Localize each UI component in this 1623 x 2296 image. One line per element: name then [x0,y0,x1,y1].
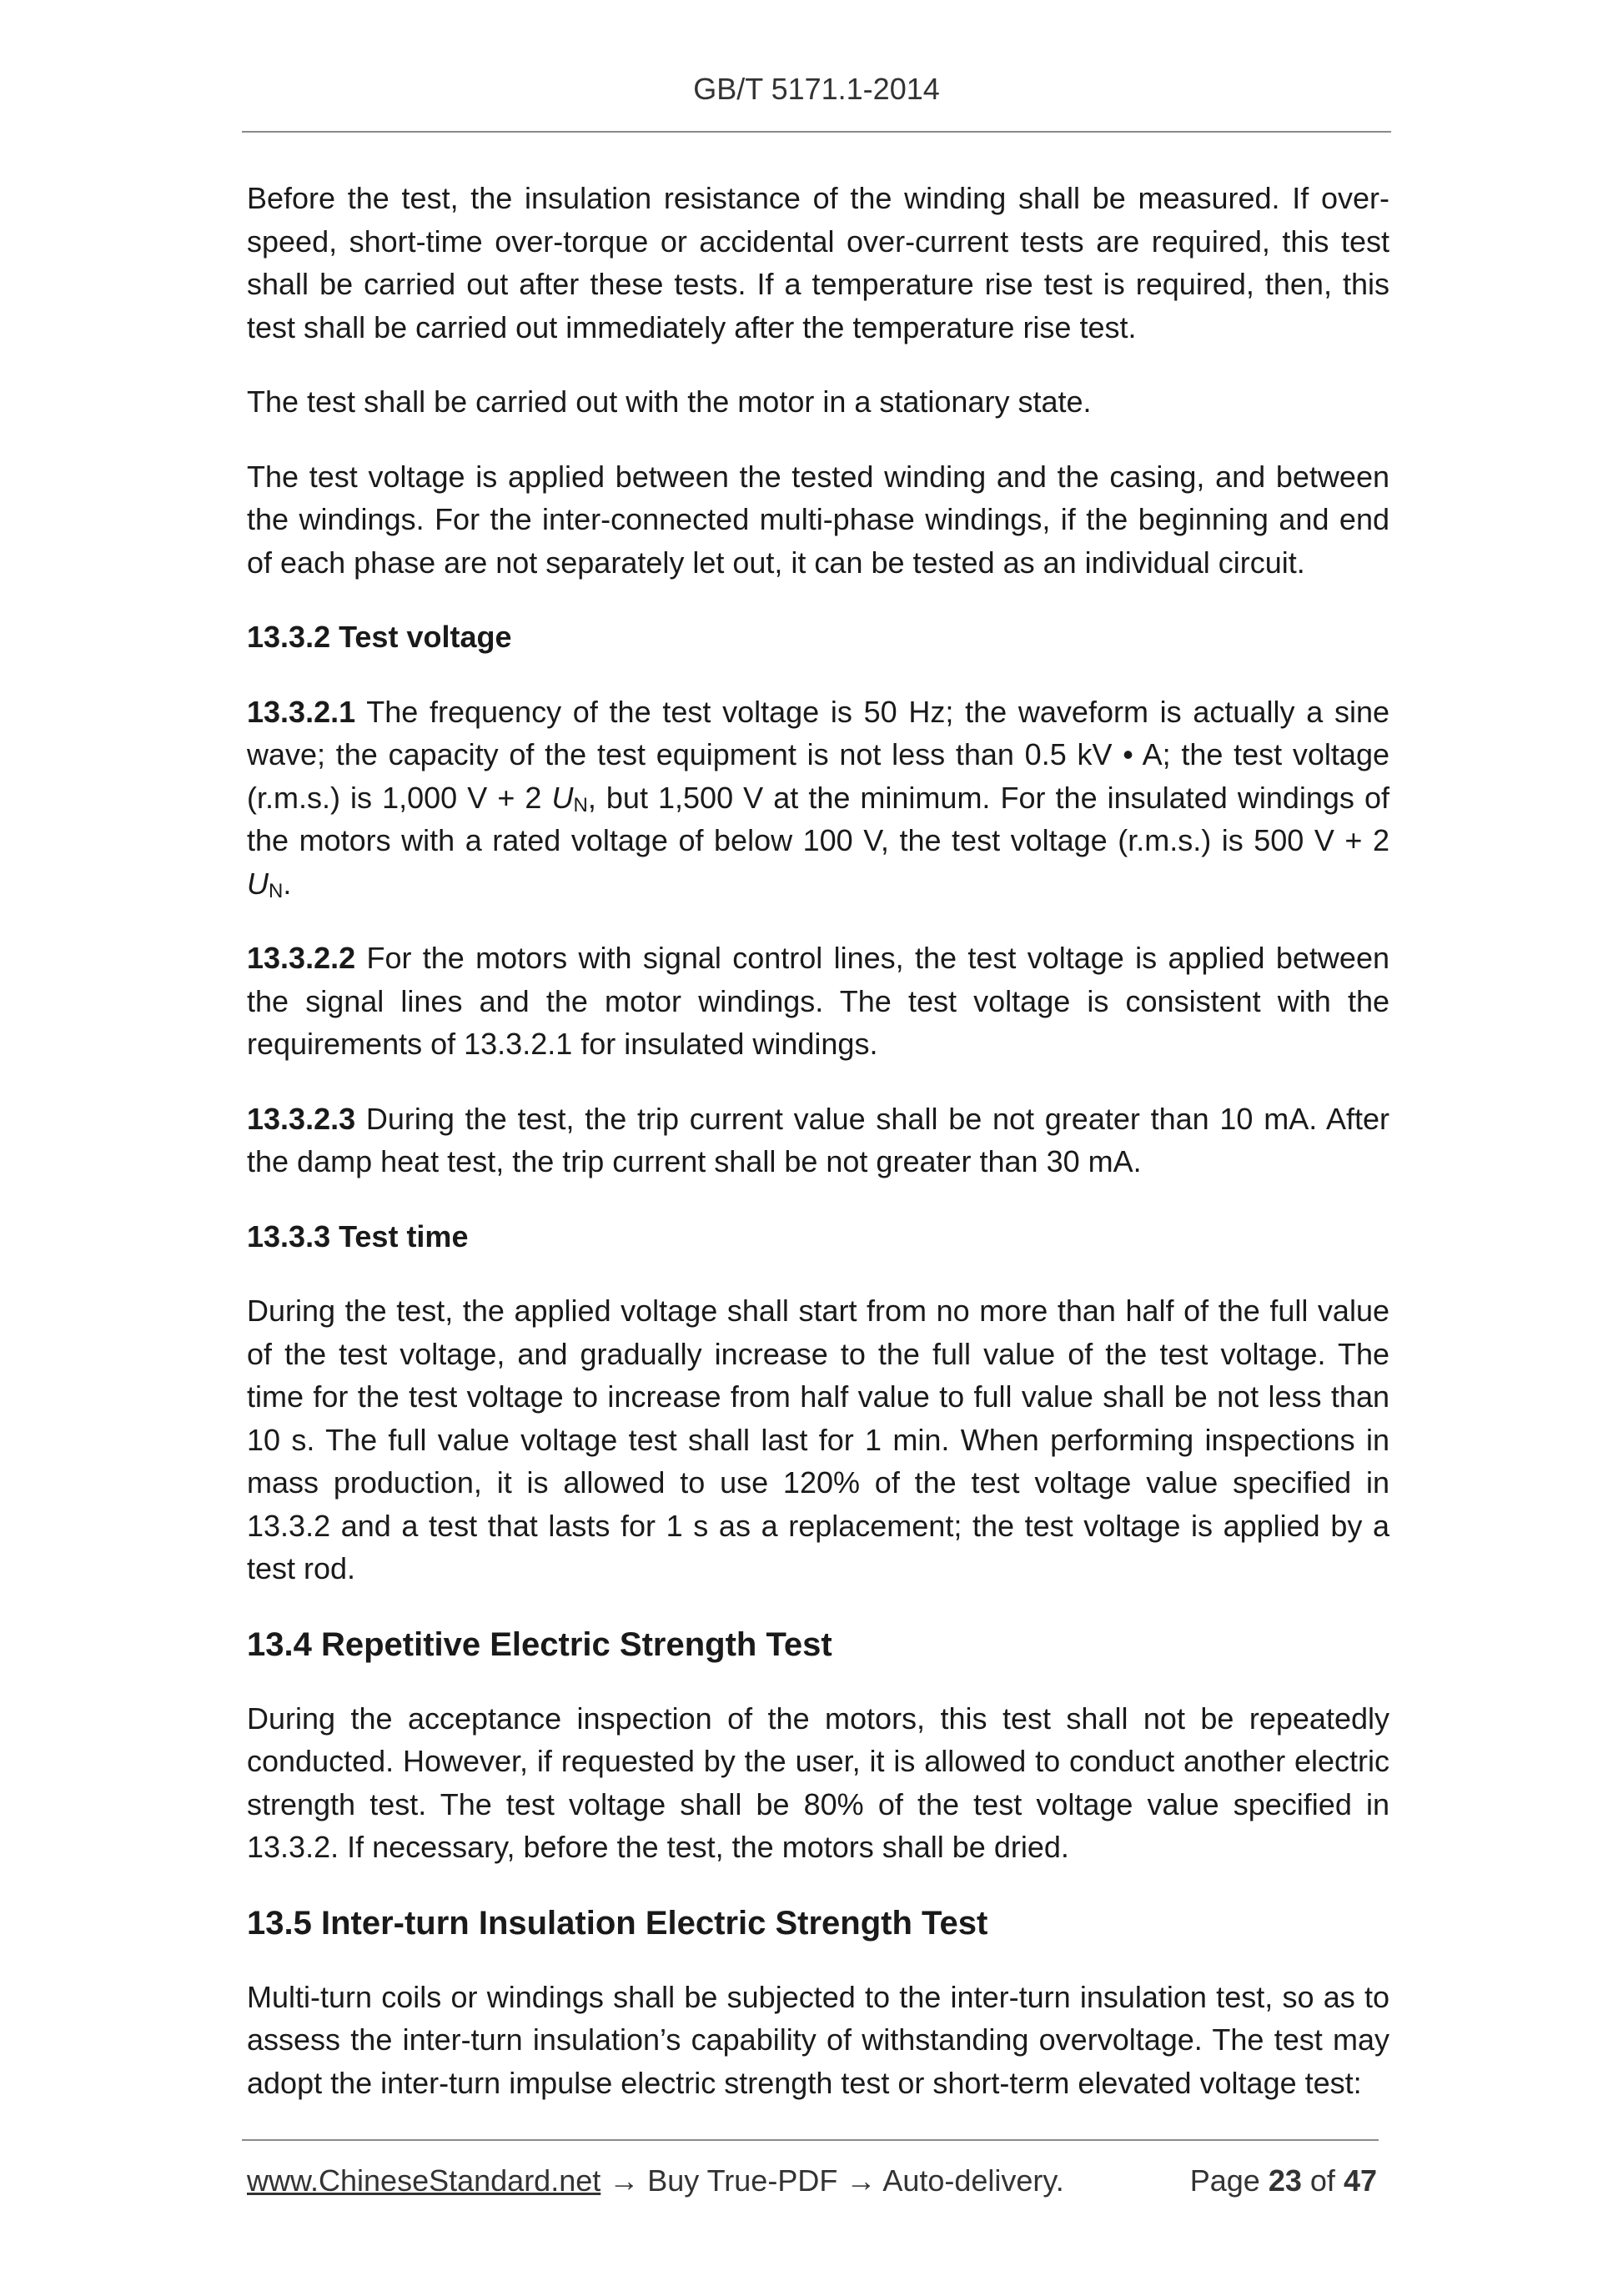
clause-13-3-2-1 [247,691,1389,906]
of-label: of [1309,2163,1335,2198]
clause-number: 13.3.2.3 [247,1101,356,1136]
symbol-subscript-n: N [269,879,284,902]
section-heading-13-5: 13.5 Inter-turn Insulation Electric Strength Test [247,1904,988,1942]
paragraph-insulation-resistance: Before the test, the insulation resistance of the winding shall be measured. If over-speed, short-time over-torque or accidental over-current tests are required, this test shall be carried out after these tests. If a temperature rise test is required, then, this test shall be carried out immediately after the temperature rise test. [247,181,1389,344]
clause-text: During the test, the trip current value shall be not greater than 10 mA. After the damp heat test, the trip current shall be not greater than 30 mA. [247,1101,1389,1178]
paragraph-repetitive-test: During the acceptance inspection of the motors, this test shall not be repeatedly conducted. However, if requested by the user, it is allowed to conduct another electric strength test. The test voltage shall be 80% of the test voltage value specified in 13.3.2. If necessary, before the test, the motors shall be dried. [247,1701,1389,1864]
page-indicator [1190,2163,1377,2198]
section-heading-13-3-2: 13.3.2 Test voltage [247,620,512,654]
paragraph-voltage-application: The test voltage is applied between the tested winding and the casing, and between the windings. For the inter-connected multi-phase windings, if the beginning and end of each phase are not separately let out, it can be tested as an individual circuit. [247,459,1389,580]
symbol-subscript-n: N [573,793,588,816]
clause-text-part-b: , but 1,500 V at the minimum. For the insulated windings of the motors with a rated voltage of below 100 V, the test voltage (r.m.s.) is 500 V + 2 [247,780,1389,857]
clause-text-part-c: . [283,866,292,901]
clause-number: 13.3.2.2 [247,941,356,975]
paragraph-stationary-state: The test shall be carried out with the motor in a stationary state. [247,384,1092,419]
clause-text-part-a: The frequency of the test voltage is 50 Hz; the waveform is actually a sine wave; the capacity of the test equipment is not less than 0.5 kV • A; the test voltage (r.m.s.) is 1,000 V + 2 [247,694,1389,815]
footer-divider [242,2139,1379,2141]
paragraph-inter-turn-test: Multi-turn coils or windings shall be subjected to the inter-turn insulation test, so as to assess the inter-turn insulation’s capability of withstanding overvoltage. The test may adopt the inter-turn impulse electric strength test or short-term elevated voltage test: [247,1979,1389,2100]
footer-promo [247,2163,1064,2198]
total-page-count: 47 [1343,2163,1377,2198]
document-header: GB/T 5171.1-2014 [693,72,940,106]
clause-13-3-2-2 [247,937,1389,1066]
paragraph-test-time: During the test, the applied voltage shall start from no more than half of the full value of the test voltage, and gradually increase to the full value of the test voltage. The time for the test voltage to increase from half value to full value shall be not less than 10 s. The full value voltage test shall last for 1 min. When performing inspections in mass production, it is allowed to use 120% of the test voltage value specified in 13.3.2 and a test that lasts for 1 s as a replacement; the test voltage is applied by a test rod. [247,1294,1389,1585]
page-label: Page [1189,2163,1260,2198]
symbol-u: U [247,866,269,901]
symbol-u: U [551,780,574,815]
header-divider [242,131,1391,133]
symbol-un [247,867,283,901]
current-page-number: 23 [1268,2163,1302,2198]
document-body [247,177,1389,2136]
clause-13-3-2-3 [247,1098,1389,1183]
symbol-un [552,781,588,815]
clause-text: For the motors with signal control lines, the test voltage is applied between the signal lines and the motor windings. The test voltage is consistent with the requirements of 13.3.2.1 for insulated windings. [247,941,1389,1061]
website-link[interactable]: www.ChineseStandard.net [247,2163,601,2198]
clause-number: 13.3.2.1 [247,694,356,729]
section-heading-13-4: 13.4 Repetitive Electric Strength Test [247,1625,832,1663]
footer-tagline: → Buy True-PDF → Auto-delivery. [600,2163,1064,2198]
section-heading-13-3-3: 13.3.3 Test time [247,1218,469,1254]
